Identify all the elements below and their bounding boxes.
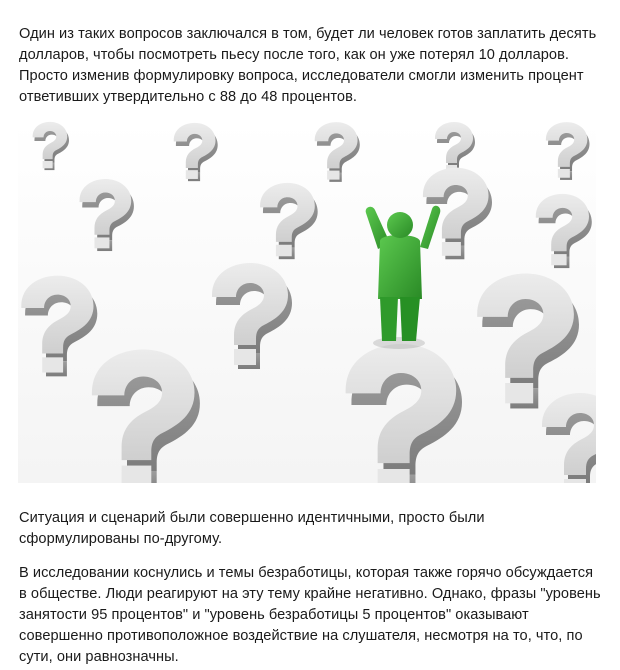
article-illustration xyxy=(18,121,596,483)
article-paragraph: Один из таких вопросов заключался в том, будет ли человек готов заплатить десять долларов, чтобы посмотреть пьесу после того, как он уже потерял 10 долларов. Просто изменив формулировку вопроса, исследователи смогли изменить процент ответивших утвердительно с 88 до 48 процентов. xyxy=(19,26,597,105)
article-paragraph: Ситуация и сценарий были совершенно идентичными, просто были сформулированы по-другому. xyxy=(19,510,485,547)
article-paragraph: В исследовании коснулись и темы безработицы, которая также горячо обсуждается в обществе. Люди реагируют на эту тему крайне негативно. Однако, фразы "уровень занятости 95 процентов" и "уровень безработицы 5 процентов" оказывают совершенно противоположное воздействие на слушателя, несмотря на то, что, по сути, они равнозначны. xyxy=(19,565,601,665)
